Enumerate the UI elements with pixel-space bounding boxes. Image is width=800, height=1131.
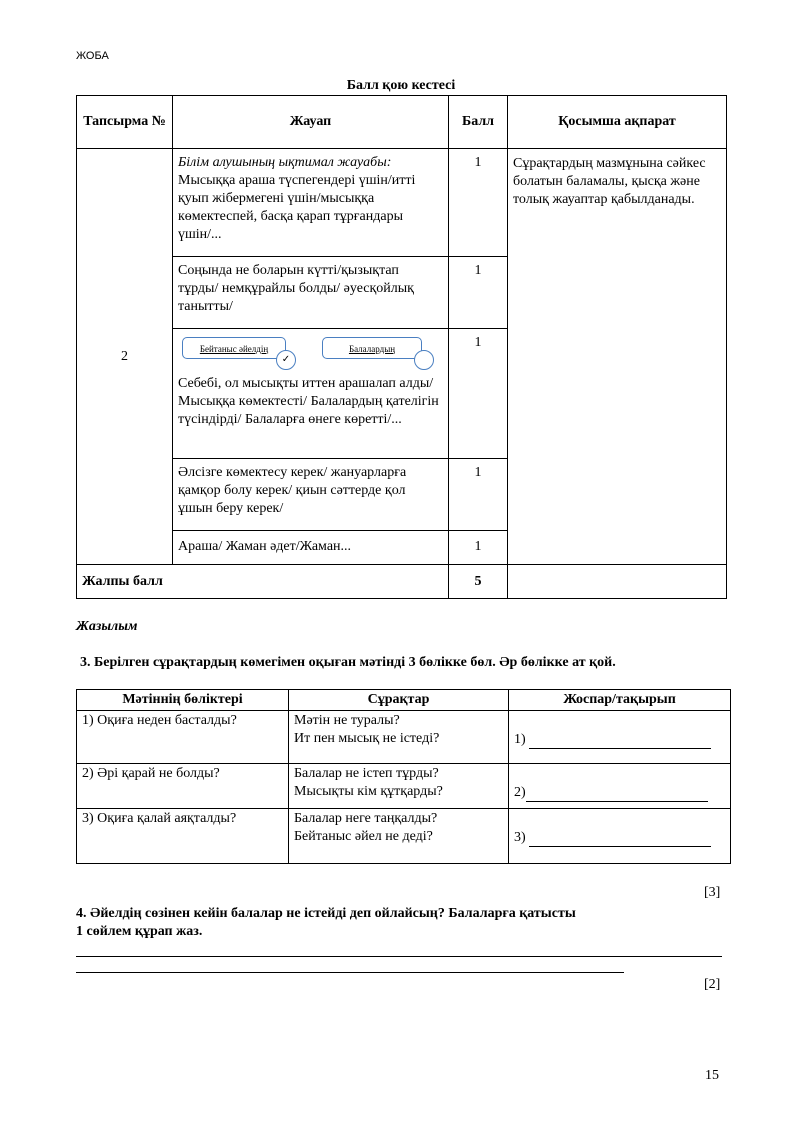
section-title: Жазылым bbox=[76, 619, 138, 634]
score-cell: 1 bbox=[449, 329, 508, 459]
plan-cell bbox=[509, 809, 731, 864]
question-4-line-1: 4. Әйелдің сөзінен кейін балалар не істейді деп ойлайсың? Балаларға қатысты bbox=[76, 906, 576, 921]
check-circle-icon: ✓ bbox=[276, 350, 296, 370]
question-4-line-2: 1 сөйлем құрап жаз. bbox=[76, 924, 203, 939]
header-questions: Сұрақтар bbox=[289, 690, 509, 711]
answer-line[interactable] bbox=[76, 956, 722, 957]
header-extra: Қосымша ақпарат bbox=[508, 96, 727, 149]
header-answer: Жауап bbox=[173, 96, 449, 149]
header-task: Тапсырма № bbox=[77, 96, 173, 149]
answer-cell: Соңында не боларын күтті/қызықтап тұрды/ немқұрайлы болды/ әуесқойлық танытты/ bbox=[173, 257, 449, 329]
answer-cell: Араша/ Жаман әдет/Жаман... bbox=[173, 531, 449, 565]
header-score: Балл bbox=[449, 96, 508, 149]
plan-number: 3) bbox=[514, 830, 526, 845]
question-line: Мәтін не туралы? bbox=[294, 713, 400, 728]
questions-cell bbox=[289, 711, 509, 764]
header-plan: Жоспар/тақырып bbox=[509, 690, 731, 711]
answer-text: Мысыққа араша түспегендері үшін/итті қуып жібермегені үшін/мысыққа көмектеспей, басқа қарап тұрғандары үшін/... bbox=[178, 173, 416, 242]
plan-table bbox=[76, 689, 731, 864]
header-parts: Мәтіннің бөліктері bbox=[77, 690, 289, 711]
question-3: 3. Берілген сұрақтардың көмегімен оқыған мәтінді 3 бөлікке бөл. Әр бөлікке ат қой. bbox=[80, 655, 616, 670]
table-row bbox=[77, 149, 727, 257]
score-cell: 1 bbox=[449, 149, 508, 257]
task-number: 2 bbox=[77, 149, 173, 565]
table-row bbox=[77, 809, 731, 864]
question-3-mark: [3] bbox=[704, 885, 721, 900]
total-extra bbox=[508, 565, 727, 599]
question-line: Ит пен мысық не істеді? bbox=[294, 731, 440, 746]
question-line: Мысықты кім құтқарды? bbox=[294, 784, 443, 799]
part-cell: 1) Оқиға неден басталды? bbox=[77, 711, 289, 764]
answer-text: Себебі, ол мысықты иттен арашалап алды/ Мысыққа көмектесті/ Балалардың қателігін түсіндірді/ Балаларға өнеге көретті/... bbox=[178, 376, 439, 427]
part-cell: 3) Оқиға қалай аяқталды? bbox=[77, 809, 289, 864]
answer-cell bbox=[173, 329, 449, 459]
table-row bbox=[77, 764, 731, 809]
plan-answer-field[interactable] bbox=[529, 832, 711, 847]
total-label: Жалпы балл bbox=[77, 565, 449, 599]
score-cell: 1 bbox=[449, 257, 508, 329]
plan-table-header bbox=[77, 690, 731, 711]
total-row bbox=[77, 565, 727, 599]
scoring-table-title: Балл қою кестесі bbox=[346, 78, 456, 93]
question-line: Балалар неге таңқалды? bbox=[294, 811, 438, 826]
plan-cell bbox=[509, 764, 731, 809]
question-4-mark: [2] bbox=[704, 977, 721, 992]
answer-line[interactable] bbox=[76, 972, 624, 973]
scoring-table bbox=[76, 95, 727, 599]
plan-answer-field[interactable] bbox=[526, 787, 708, 802]
extra-info: Сұрақтардың мазмұнына сәйкес болатын баламалы, қысқа және толық жауаптар қабылданады. bbox=[508, 149, 727, 565]
answer-lead: Білім алушының ықтимал жауабы: bbox=[178, 155, 392, 170]
score-cell: 1 bbox=[449, 459, 508, 531]
empty-circle-icon bbox=[414, 350, 434, 370]
score-cell: 1 bbox=[449, 531, 508, 565]
part-cell: 2) Әрі қарай не болды? bbox=[77, 764, 289, 809]
answer-cell: Әлсізге көмектесу керек/ жануарларға қамқор болу керек/ қиын сәттерде қол ұшын беру керек/ bbox=[173, 459, 449, 531]
question-line: Бейтаныс әйел не деді? bbox=[294, 829, 433, 844]
plan-number: 1) bbox=[514, 732, 526, 747]
page-number: 15 bbox=[705, 1068, 719, 1083]
table-row bbox=[77, 711, 731, 764]
total-score: 5 bbox=[449, 565, 508, 599]
questions-cell bbox=[289, 809, 509, 864]
scoring-table-header bbox=[77, 96, 727, 149]
plan-answer-field[interactable] bbox=[529, 734, 711, 749]
question-line: Балалар не істеп тұрды? bbox=[294, 766, 439, 781]
draft-label: ЖОБА bbox=[76, 50, 109, 62]
questions-cell bbox=[289, 764, 509, 809]
choice-pill-right: Балалардың bbox=[322, 337, 422, 359]
plan-number: 2) bbox=[514, 785, 526, 800]
choice-pill-left: Бейтаныс әйелдің bbox=[182, 337, 286, 359]
plan-cell bbox=[509, 711, 731, 764]
answer-cell bbox=[173, 149, 449, 257]
choice-pills bbox=[178, 333, 442, 371]
